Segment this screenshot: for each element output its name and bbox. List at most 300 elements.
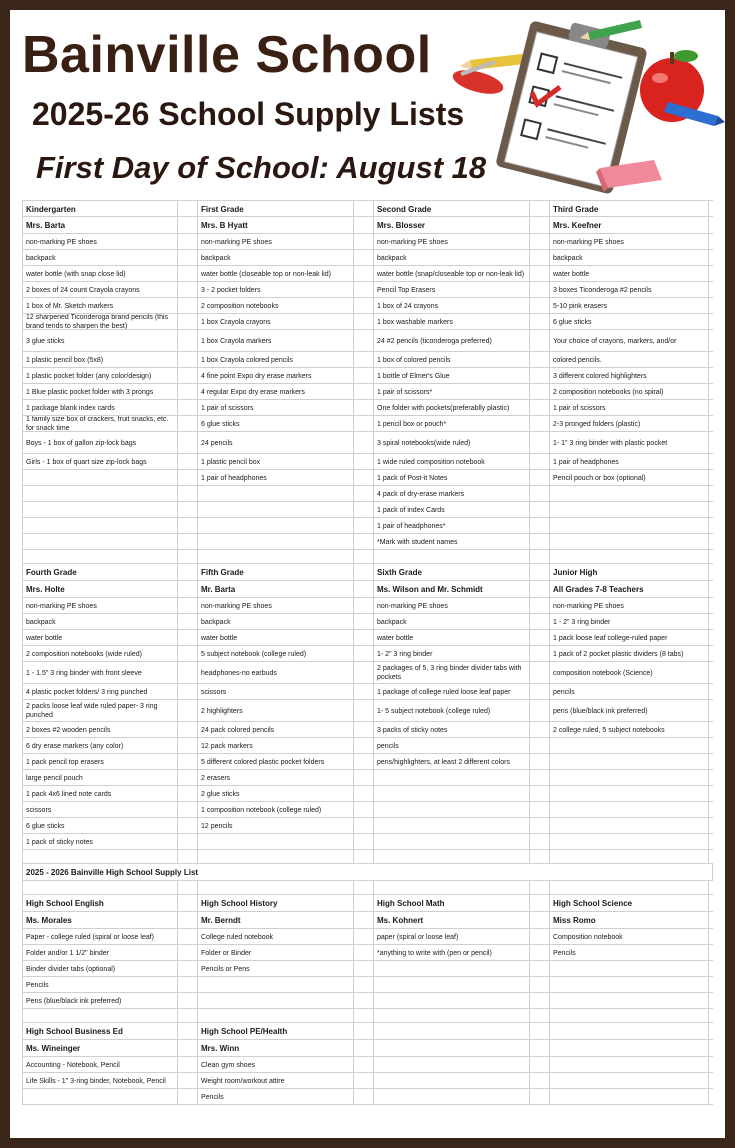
supply-item: Folder or Binder — [198, 945, 354, 960]
spacer-cell — [530, 895, 550, 911]
supply-item — [550, 961, 709, 976]
supply-item: 24 #2 pencils (ticonderoga preferred) — [374, 330, 530, 351]
supply-item: 1 - 2" 3 ring binder — [550, 614, 709, 629]
spacer-cell — [354, 486, 374, 501]
supply-row — [22, 486, 713, 502]
supply-item: 2 packages of 5, 3 ring binder divider tabs with pockets — [374, 662, 530, 683]
supply-item — [198, 502, 354, 517]
spacer-cell — [354, 266, 374, 281]
supply-row — [22, 646, 713, 662]
spacer-cell — [530, 961, 550, 976]
spacer-cell — [178, 1023, 198, 1039]
supply-item — [550, 770, 709, 785]
spacer-cell — [354, 993, 374, 1008]
subject-heading: High School Math — [374, 895, 530, 911]
spacer-cell — [530, 786, 550, 801]
spacer-cell — [178, 722, 198, 737]
grade-heading: First Grade — [198, 201, 354, 216]
teacher-name: Mrs. Barta — [22, 217, 178, 233]
spacer-cell — [354, 850, 374, 863]
supply-item — [374, 834, 530, 849]
supply-item: 1 pack pencil top erasers — [22, 754, 178, 769]
supply-item — [550, 834, 709, 849]
spacer-cell — [530, 518, 550, 533]
supply-item: water bottle — [374, 630, 530, 645]
spacer-cell — [354, 234, 374, 249]
high-school-title-cell: 2025 - 2026 Bainville High School Supply List — [22, 864, 713, 880]
supply-item: 2-3 pronged folders (plastic) — [550, 416, 709, 431]
spacer-cell — [354, 700, 374, 721]
spacer-cell — [530, 534, 550, 549]
supply-row — [22, 368, 713, 384]
spacer-cell — [530, 912, 550, 928]
spacer-cell — [530, 646, 550, 661]
subject-heading — [550, 1023, 709, 1039]
spacer-cell — [354, 432, 374, 453]
supply-row — [22, 298, 713, 314]
supply-item — [550, 534, 709, 549]
spacer-cell — [530, 614, 550, 629]
supply-item: 2 erasers — [198, 770, 354, 785]
supply-item: College ruled notebook — [198, 929, 354, 944]
supply-row — [22, 834, 713, 850]
supply-item — [374, 786, 530, 801]
supply-item: 1 box of 24 crayons — [374, 298, 530, 313]
supply-item — [374, 977, 530, 992]
supply-item: Paper - college ruled (spiral or loose leaf) — [22, 929, 178, 944]
teacher-name: Mr. Berndt — [198, 912, 354, 928]
supply-item — [22, 486, 178, 501]
supply-item: Pencils — [550, 945, 709, 960]
supply-item: 2 boxes of 24 count Crayola crayons — [22, 282, 178, 297]
supply-row — [22, 662, 713, 684]
spacer-cell — [178, 330, 198, 351]
spacer-cell — [178, 250, 198, 265]
spacer-cell — [530, 818, 550, 833]
spacer-cell — [354, 722, 374, 737]
supply-item: non-marking PE shoes — [198, 234, 354, 249]
supply-row — [22, 700, 713, 722]
supply-item: 1 pack of 2 pocket plastic dividers (8 tabs) — [550, 646, 709, 661]
spacer-cell — [530, 502, 550, 517]
supply-item: backpack — [550, 250, 709, 265]
supply-item — [550, 993, 709, 1008]
supply-item: 6 glue sticks — [198, 416, 354, 431]
supply-row — [22, 234, 713, 250]
table-cell — [550, 850, 709, 863]
spacer-cell — [530, 432, 550, 453]
supply-row — [22, 722, 713, 738]
supply-item: 1- 1" 3 ring binder with plastic pocket — [550, 432, 709, 453]
supply-row — [22, 1089, 713, 1105]
spacer-cell — [354, 201, 374, 216]
supply-item: Girls - 1 box of quart size zip-lock bags — [22, 454, 178, 469]
supply-item: Pencils or Pens — [198, 961, 354, 976]
spacer-cell — [530, 266, 550, 281]
supply-item: 3 boxes Ticonderoga #2 pencils — [550, 282, 709, 297]
supply-item: backpack — [22, 250, 178, 265]
supply-row — [22, 502, 713, 518]
subject-heading: High School PE/Health — [198, 1023, 354, 1039]
spacer-cell — [178, 298, 198, 313]
spacer-cell — [178, 352, 198, 367]
supply-item: water bottle — [550, 266, 709, 281]
supply-item: Pencil pouch or box (optional) — [550, 470, 709, 485]
spacer-cell — [354, 217, 374, 233]
supply-item — [550, 1057, 709, 1072]
supply-item — [550, 518, 709, 533]
supply-row — [22, 977, 713, 993]
first-day-banner: First Day of School: August 18 — [36, 150, 487, 185]
table-cell — [374, 550, 530, 563]
spacer-cell — [178, 282, 198, 297]
supply-row — [22, 614, 713, 630]
spacer-cell — [178, 700, 198, 721]
spacer-cell — [530, 929, 550, 944]
spacer-cell — [354, 646, 374, 661]
spacer-row — [22, 850, 713, 864]
supply-item: Pens (blue/black ink preferred) — [22, 993, 178, 1008]
supply-row — [22, 266, 713, 282]
supply-item: non-marking PE shoes — [374, 598, 530, 613]
table-cell — [22, 1009, 178, 1022]
supply-item — [22, 518, 178, 533]
spacer-cell — [354, 298, 374, 313]
supply-item — [198, 977, 354, 992]
spacer-cell — [354, 518, 374, 533]
spacer-cell — [354, 929, 374, 944]
supply-item: water bottle (closeable top or non-leak lid) — [198, 266, 354, 281]
supply-item: Life Skills - 1" 3-ring binder, Notebook, Pencil — [22, 1073, 178, 1088]
supply-row — [22, 282, 713, 298]
spacer-cell — [354, 564, 374, 580]
supply-row — [22, 684, 713, 700]
supply-item: Pencil Top Erasers — [374, 282, 530, 297]
spacer-cell — [530, 850, 550, 863]
spacer-cell — [354, 881, 374, 894]
spacer-cell — [530, 454, 550, 469]
spacer-row — [22, 881, 713, 895]
spacer-cell — [354, 614, 374, 629]
supply-row — [22, 454, 713, 470]
supply-item: 2 composition notebooks (no spiral) — [550, 384, 709, 399]
supply-item: 1 box Crayola markers — [198, 330, 354, 351]
supply-item: 3 different colored highlighters — [550, 368, 709, 383]
teacher-name: Mrs. Blosser — [374, 217, 530, 233]
spacer-cell — [530, 1023, 550, 1039]
spacer-cell — [530, 834, 550, 849]
spacer-cell — [178, 1089, 198, 1104]
supply-item: 5 different colored plastic pocket folders — [198, 754, 354, 769]
spacer-cell — [354, 912, 374, 928]
supply-item — [550, 738, 709, 753]
teacher-row — [22, 581, 713, 598]
supply-row — [22, 738, 713, 754]
spacer-cell — [530, 298, 550, 313]
spacer-cell — [178, 977, 198, 992]
grade-heading: Second Grade — [374, 201, 530, 216]
supply-item: 1 box of Mr. Sketch markers — [22, 298, 178, 313]
spacer-cell — [178, 770, 198, 785]
table-cell — [198, 881, 354, 894]
supply-item: composition notebook (Science) — [550, 662, 709, 683]
spacer-cell — [530, 1089, 550, 1104]
spacer-cell — [530, 770, 550, 785]
spacer-cell — [530, 400, 550, 415]
supply-item: headphones-no earbuds — [198, 662, 354, 683]
spacer-cell — [530, 945, 550, 960]
supply-row — [22, 818, 713, 834]
spacer-cell — [354, 352, 374, 367]
subject-heading: High School English — [22, 895, 178, 911]
spacer-cell — [530, 630, 550, 645]
spacer-cell — [178, 961, 198, 976]
supply-item — [22, 502, 178, 517]
supply-item: pencils — [550, 684, 709, 699]
supply-item: non-marking PE shoes — [198, 598, 354, 613]
supply-item: 1 pair of scissors* — [374, 384, 530, 399]
supply-item: *Mark with student names — [374, 534, 530, 549]
teacher-name: Mrs. Holte — [22, 581, 178, 597]
supply-item: 2 packs loose leaf wide ruled paper- 3 ring punched — [22, 700, 178, 721]
spacer-cell — [178, 738, 198, 753]
table-cell — [22, 850, 178, 863]
supply-item: 1 plastic pencil box (5x8) — [22, 352, 178, 367]
supply-item: 1 pair of headphones — [198, 470, 354, 485]
supply-item: 2 college ruled, 5 subject notebooks — [550, 722, 709, 737]
spacer-cell — [530, 738, 550, 753]
supply-item — [550, 977, 709, 992]
supply-item: 12 sharpened Ticonderoga brand pencils (this brand tends to sharpen the best) — [22, 314, 178, 329]
spacer-cell — [354, 454, 374, 469]
spacer-cell — [178, 646, 198, 661]
spacer-cell — [178, 818, 198, 833]
spacer-cell — [530, 352, 550, 367]
table-cell — [198, 1009, 354, 1022]
spacer-cell — [354, 384, 374, 399]
supply-row — [22, 802, 713, 818]
spacer-cell — [178, 518, 198, 533]
spacer-cell — [178, 470, 198, 485]
spacer-cell — [354, 282, 374, 297]
spacer-cell — [178, 662, 198, 683]
spacer-cell — [530, 486, 550, 501]
supply-item: 6 glue sticks — [550, 314, 709, 329]
supply-item: 1 pack of sticky notes — [22, 834, 178, 849]
supply-item: 1 pair of headphones — [550, 454, 709, 469]
supply-item: pens (blue/black ink preferred) — [550, 700, 709, 721]
supply-item: 12 pack markers — [198, 738, 354, 753]
spacer-cell — [178, 754, 198, 769]
supply-item — [374, 802, 530, 817]
spacer-cell — [530, 993, 550, 1008]
school-name: Bainville School — [22, 26, 432, 84]
supply-item — [198, 486, 354, 501]
supply-item: 1 box washable markers — [374, 314, 530, 329]
spacer-cell — [530, 977, 550, 992]
supply-item: water bottle (snap/closeable top or non-leak lid) — [374, 266, 530, 281]
spacer-cell — [354, 1040, 374, 1056]
spacer-cell — [354, 400, 374, 415]
spacer-cell — [530, 384, 550, 399]
supply-item: 1 wide ruled composition notebook — [374, 454, 530, 469]
supply-item: Binder divider tabs (optional) — [22, 961, 178, 976]
supply-item: 1 package blank index cards — [22, 400, 178, 415]
spacer-cell — [354, 662, 374, 683]
supply-row — [22, 330, 713, 352]
spacer-cell — [530, 368, 550, 383]
supply-item — [374, 1089, 530, 1104]
table-cell — [374, 850, 530, 863]
table-cell — [550, 550, 709, 563]
supply-item: 1 pair of scissors — [198, 400, 354, 415]
spacer-cell — [530, 581, 550, 597]
spacer-cell — [530, 1057, 550, 1072]
supply-item — [550, 1073, 709, 1088]
supply-grid — [22, 200, 713, 1105]
grade-heading: Sixth Grade — [374, 564, 530, 580]
supply-item: Pencils — [198, 1089, 354, 1104]
supply-item — [550, 818, 709, 833]
spacer-cell — [530, 470, 550, 485]
supply-row — [22, 432, 713, 454]
spacer-cell — [354, 1023, 374, 1039]
supply-item: 12 pencils — [198, 818, 354, 833]
spacer-cell — [354, 770, 374, 785]
supply-item: Accounting - Notebook, Pencil — [22, 1057, 178, 1072]
spacer-cell — [178, 454, 198, 469]
grade-heading: Junior High — [550, 564, 709, 580]
grade-heading: Fourth Grade — [22, 564, 178, 580]
supply-item: 3 - 2 pocket folders — [198, 282, 354, 297]
supply-item: *anything to write with (pen or pencil) — [374, 945, 530, 960]
spacer-cell — [178, 630, 198, 645]
spacer-cell — [178, 834, 198, 849]
spacer-cell — [178, 564, 198, 580]
spacer-cell — [178, 400, 198, 415]
teacher-name: Ms. Morales — [22, 912, 178, 928]
supply-item: 2 highlighters — [198, 700, 354, 721]
spacer-cell — [530, 282, 550, 297]
spacer-cell — [178, 1009, 198, 1022]
spacer-cell — [178, 432, 198, 453]
teacher-name: Mrs. Winn — [198, 1040, 354, 1056]
spacer-cell — [530, 1040, 550, 1056]
spacer-cell — [530, 802, 550, 817]
spacer-cell — [530, 1009, 550, 1022]
supply-item — [374, 961, 530, 976]
spacer-cell — [530, 217, 550, 233]
supply-row — [22, 1073, 713, 1089]
supply-item: 1 pack 4x6 lined note cards — [22, 786, 178, 801]
supply-row — [22, 1057, 713, 1073]
table-cell — [374, 1009, 530, 1022]
spacer-cell — [354, 895, 374, 911]
supply-item — [550, 754, 709, 769]
supply-item: Folder and/or 1 1/2" binder — [22, 945, 178, 960]
spacer-cell — [530, 550, 550, 563]
supply-row — [22, 416, 713, 432]
table-cell — [550, 1009, 709, 1022]
supply-item — [550, 502, 709, 517]
spacer-row — [22, 1009, 713, 1023]
spacer-cell — [354, 550, 374, 563]
supply-item: water bottle (with snap close lid) — [22, 266, 178, 281]
spacer-cell — [178, 993, 198, 1008]
teacher-name: Mr. Barta — [198, 581, 354, 597]
supply-item: 1 composition notebook (college ruled) — [198, 802, 354, 817]
spacer-cell — [178, 486, 198, 501]
supply-item — [198, 518, 354, 533]
supply-item: water bottle — [198, 630, 354, 645]
spacer-cell — [530, 662, 550, 683]
supply-item: Your choice of crayons, markers, and/or — [550, 330, 709, 351]
supply-item: 24 pack colored pencils — [198, 722, 354, 737]
supply-item: 1- 5 subject notebook (college ruled) — [374, 700, 530, 721]
supply-item: non-marking PE shoes — [550, 598, 709, 613]
supply-item — [374, 770, 530, 785]
supply-item — [374, 1057, 530, 1072]
supply-item: 1 box Crayola crayons — [198, 314, 354, 329]
spacer-cell — [178, 684, 198, 699]
spacer-cell — [354, 1009, 374, 1022]
supply-item — [550, 486, 709, 501]
spacer-cell — [354, 684, 374, 699]
table-cell — [198, 850, 354, 863]
spacer-cell — [178, 1057, 198, 1072]
supply-item: 1 plastic pencil box — [198, 454, 354, 469]
spacer-cell — [354, 834, 374, 849]
supply-item — [374, 1073, 530, 1088]
spacer-cell — [178, 850, 198, 863]
spacer-cell — [354, 330, 374, 351]
supply-item — [22, 1089, 178, 1104]
spacer-cell — [354, 754, 374, 769]
supply-item: colored pencils. — [550, 352, 709, 367]
subject-header-row — [22, 895, 713, 912]
grade-heading: Fifth Grade — [198, 564, 354, 580]
table-cell — [22, 550, 178, 563]
table-cell — [550, 881, 709, 894]
spacer-cell — [354, 368, 374, 383]
spacer-cell — [530, 564, 550, 580]
spacer-cell — [178, 416, 198, 431]
spacer-cell — [178, 217, 198, 233]
header — [10, 10, 725, 198]
spacer-cell — [354, 818, 374, 833]
spacer-cell — [178, 598, 198, 613]
supply-row — [22, 384, 713, 400]
spacer-cell — [530, 234, 550, 249]
supply-row — [22, 400, 713, 416]
supply-item: 1 pair of headphones* — [374, 518, 530, 533]
supply-item: 1 plastic pocket folder (any color/design) — [22, 368, 178, 383]
supply-row — [22, 314, 713, 330]
supply-item: non-marking PE shoes — [550, 234, 709, 249]
supply-item: scissors — [22, 802, 178, 817]
supply-item: 1 pack of Post-it Notes — [374, 470, 530, 485]
spacer-cell — [354, 416, 374, 431]
grade-heading: Kindergarten — [22, 201, 178, 216]
spacer-cell — [354, 630, 374, 645]
supply-item: Boys - 1 box of gallon zip-lock bags — [22, 432, 178, 453]
spacer-cell — [178, 912, 198, 928]
teacher-row — [22, 217, 713, 234]
spacer-cell — [178, 786, 198, 801]
spacer-cell — [354, 945, 374, 960]
supply-item: 1 box Crayola colored pencils — [198, 352, 354, 367]
spacer-cell — [354, 314, 374, 329]
